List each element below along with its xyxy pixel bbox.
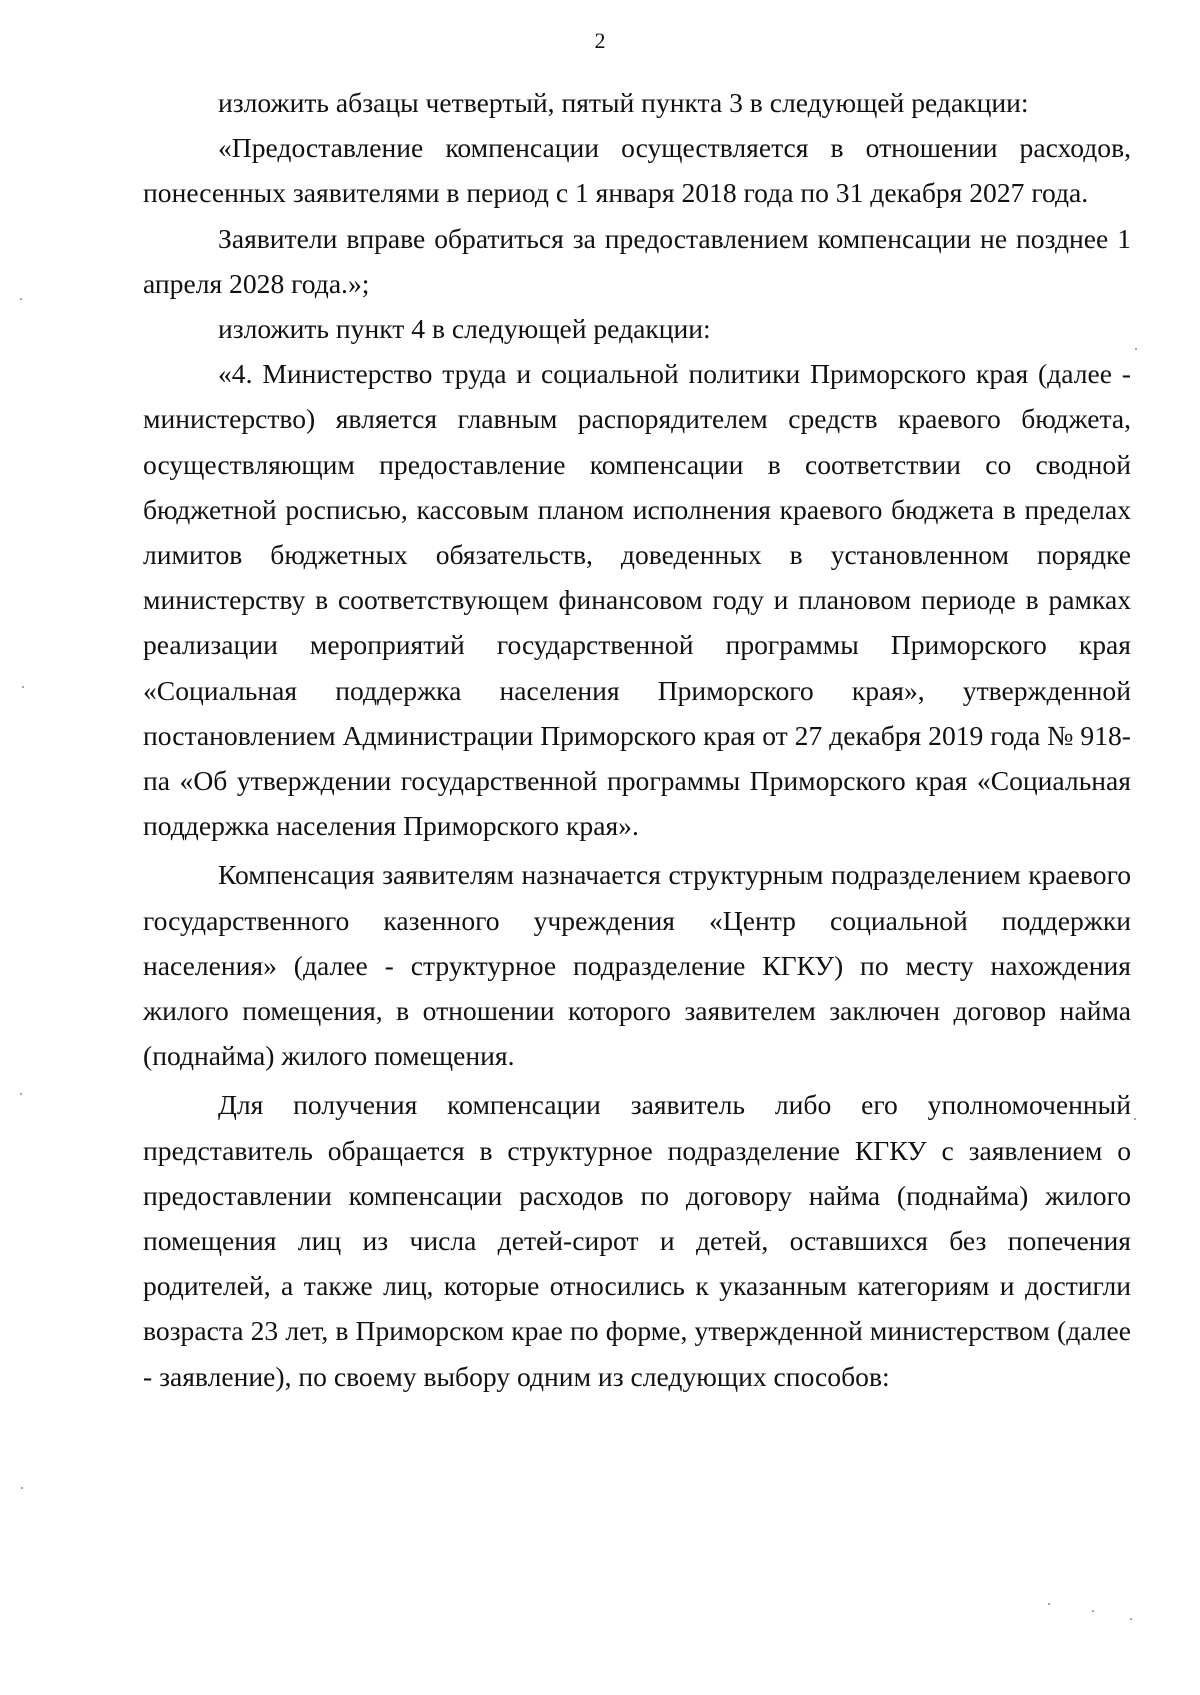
scan-speck xyxy=(22,686,24,688)
scan-speck xyxy=(1130,1618,1132,1620)
scan-speck xyxy=(1135,348,1137,350)
page-number: 2 xyxy=(594,28,606,53)
paragraph-compensation-assignment: Компенсация заявителям назначается структурным подразделением краевого государственного казенного учреждения «Центр социальной поддержки населения» (далее - структурное подразделение КГКУ) по месту нахождения жилого помещения, в отношении которого заявителем заключен договор найма (поднайма) жилого помещения. xyxy=(143,859,1131,1072)
paragraph-intro-punkt-4: изложить пункт 4 в следующей редакции: xyxy=(218,313,711,345)
document-body xyxy=(143,80,1131,1399)
scan-speck xyxy=(1048,1603,1050,1605)
paragraph-compensation-period: «Предоставление компенсации осуществляется в отношении расходов, понесенных заявителями в период с 1 января 2018 года по 31 декабря 2027 года. xyxy=(143,132,1131,209)
scan-speck xyxy=(20,1093,22,1095)
scan-speck xyxy=(21,1487,23,1489)
scan-speck xyxy=(20,298,22,300)
scan-speck xyxy=(1092,1610,1094,1612)
scan-speck xyxy=(1134,1118,1136,1120)
paragraph-intro-abzacy: изложить абзацы четвертый, пятый пункта 3 в следующей редакции: xyxy=(218,87,1029,118)
paragraph-ministry: «4. Министерство труда и социальной политики Приморского края (далее - министерство) является главным распорядителем средств краевого бюджета, осуществляющим предоставление компенсации в соответствии со сводной бюджетной росписью, кассовым планом исполнения краевого бюджета в пределах лимитов бюджетных обязательств, доведенных в установленном порядке министерству в соответствующем финансовом году и плановом периоде в рамках реализации мероприятий государственной программы Приморского края «Социальная поддержка населения Приморского края», утвержденной постановлением Администрации Приморского края от 27 декабря 2019 года № 918-па «Об утверждении государственной программы Приморского края «Социальная поддержка населения Приморского края». xyxy=(143,358,1131,842)
paragraph-application-deadline: Заявители вправе обратиться за предоставлением компенсации не позднее 1 апреля 2028 года.»; xyxy=(143,222,1131,299)
paragraph-application-procedure: Для получения компенсации заявитель либо его уполномоченный представитель обращается в структурное подразделение КГКУ с заявлением о предоставлении компенсации расходов по договору найма (поднайма) жилого помещения лиц из числа детей-сирот и детей, оставшихся без попечения родителей, а также лиц, которые относились к указанным категориям и достигли возраста 23 лет, в Приморском крае по форме, утвержденной министерством (далее - заявление), по своему выбору одним из следующих способов: xyxy=(143,1089,1131,1392)
